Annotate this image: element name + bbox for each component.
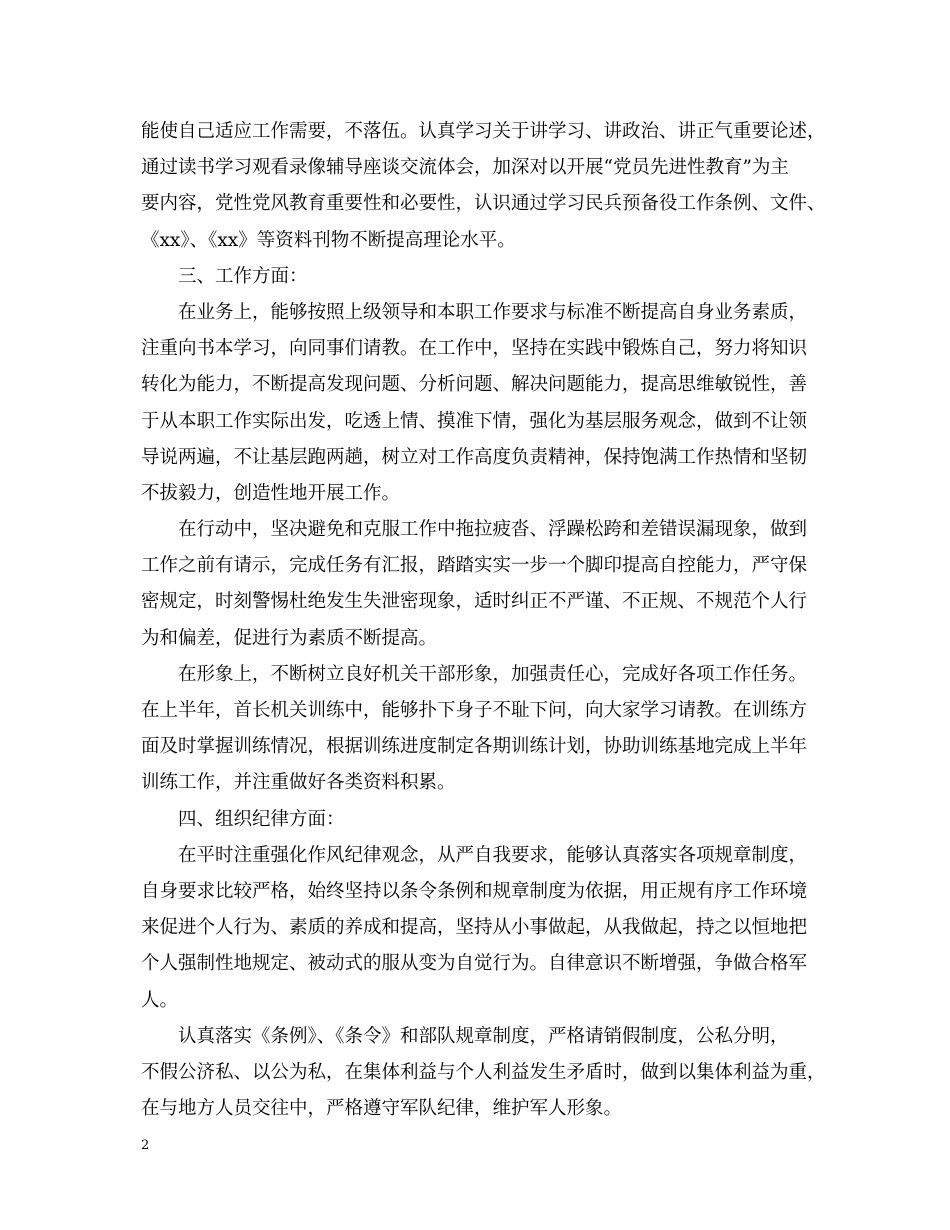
text-line: 训练工作，并注重做好各类资料积累。 xyxy=(141,772,456,794)
text-line: 不假公济私、以公为私，在集体利益与个人利益发生矛盾时，做到以集体利益为重， xyxy=(141,1061,826,1083)
text-line: 要内容，党性党风教育重要性和必要性，认识通过学习民兵预备役工作条例、文件、 xyxy=(141,193,826,215)
text-line: 密规定，时刻警惕杜绝发生失泄密现象，适时纠正不严谨、不正规、不规范个人行 xyxy=(141,591,808,613)
text-line: 通过读书学习观看录像辅导座谈交流体会，加深对以开展“党员先进性教育”为主 xyxy=(141,157,789,179)
text-line: 能使自己适应工作需要，不落伍。认真学习关于讲学习、讲政治、讲正气重要论述， xyxy=(141,121,826,142)
paragraph-start-line: 在平时注重强化作风纪律观念，从严自我要求，能够认真落实各项规章制度， xyxy=(178,844,808,866)
text-line: 自身要求比较严格，始终坚持以条令条例和规章制度为依据，用正规有序工作环境 xyxy=(141,880,808,902)
paragraph-start-line: 在行动中，坚决避免和克服工作中拖拉疲沓、浮躁松跨和差错误漏现象，做到 xyxy=(178,519,808,541)
section-heading: 四、组织纪律方面： xyxy=(178,808,345,830)
text-line: 转化为能力，不断提高发现问题、分析问题、解决问题能力，提高思维敏锐性，善 xyxy=(141,374,808,396)
text-line: 面及时掌握训练情况，根据训练进度制定各期训练计划，协助训练基地完成上半年 xyxy=(141,736,808,758)
text-line: 来促进个人行为、素质的养成和提高，坚持从小事做起，从我做起，持之以恒地把 xyxy=(141,917,808,939)
text-line: 于从本职工作实际出发，吃透上情、摸准下情，强化为基层服务观念，做到不让领 xyxy=(141,410,808,432)
text-line: 注重向书本学习，向同事们请教。在工作中，坚持在实践中锻炼自己，努力将知识 xyxy=(141,338,808,360)
text-line: 个人强制性地规定、被动式的服从变为自觉行为。自律意识不断增强，争做合格军 xyxy=(141,953,808,975)
page-number: 2 xyxy=(141,1138,150,1153)
text-line: 《xx》、《xx》等资料刊物不断提高理论水平。 xyxy=(141,229,516,251)
paragraph-start-line: 在业务上，能够按照上级领导和本职工作要求与标准不断提高自身业务素质， xyxy=(178,301,808,323)
text-line: 在与地方人员交往中，严格遵守军队纪律，维护军人形象。 xyxy=(141,1098,623,1120)
text-line: 在上半年，首长机关训练中，能够扑下身子不耻下问，向大家学习请教。在训练方 xyxy=(141,700,808,721)
text-line: 工作之前有请示，完成任务有汇报，踏踏实实一步一个脚印提高自控能力，严守保 xyxy=(141,555,808,577)
text-line: 导说两遍，不让基层跑两趟，树立对工作高度负责精神，保持饱满工作热情和坚韧 xyxy=(141,446,808,468)
text-line: 为和偏差，促进行为素质不断提高。 xyxy=(141,627,438,649)
paragraph-start-line: 在形象上，不断树立良好机关干部形象，加强责任心，完成好各项工作任务。 xyxy=(178,663,808,685)
section-heading: 三、工作方面： xyxy=(178,265,308,287)
text-line: 不拔毅力，创造性地开展工作。 xyxy=(141,482,401,504)
text-line: 人。 xyxy=(141,989,179,1011)
document-body xyxy=(141,114,826,1127)
paragraph-start-line: 认真落实《条例》、《条令》和部队规章制度，严格请销假制度，公私分明， xyxy=(178,1025,789,1047)
